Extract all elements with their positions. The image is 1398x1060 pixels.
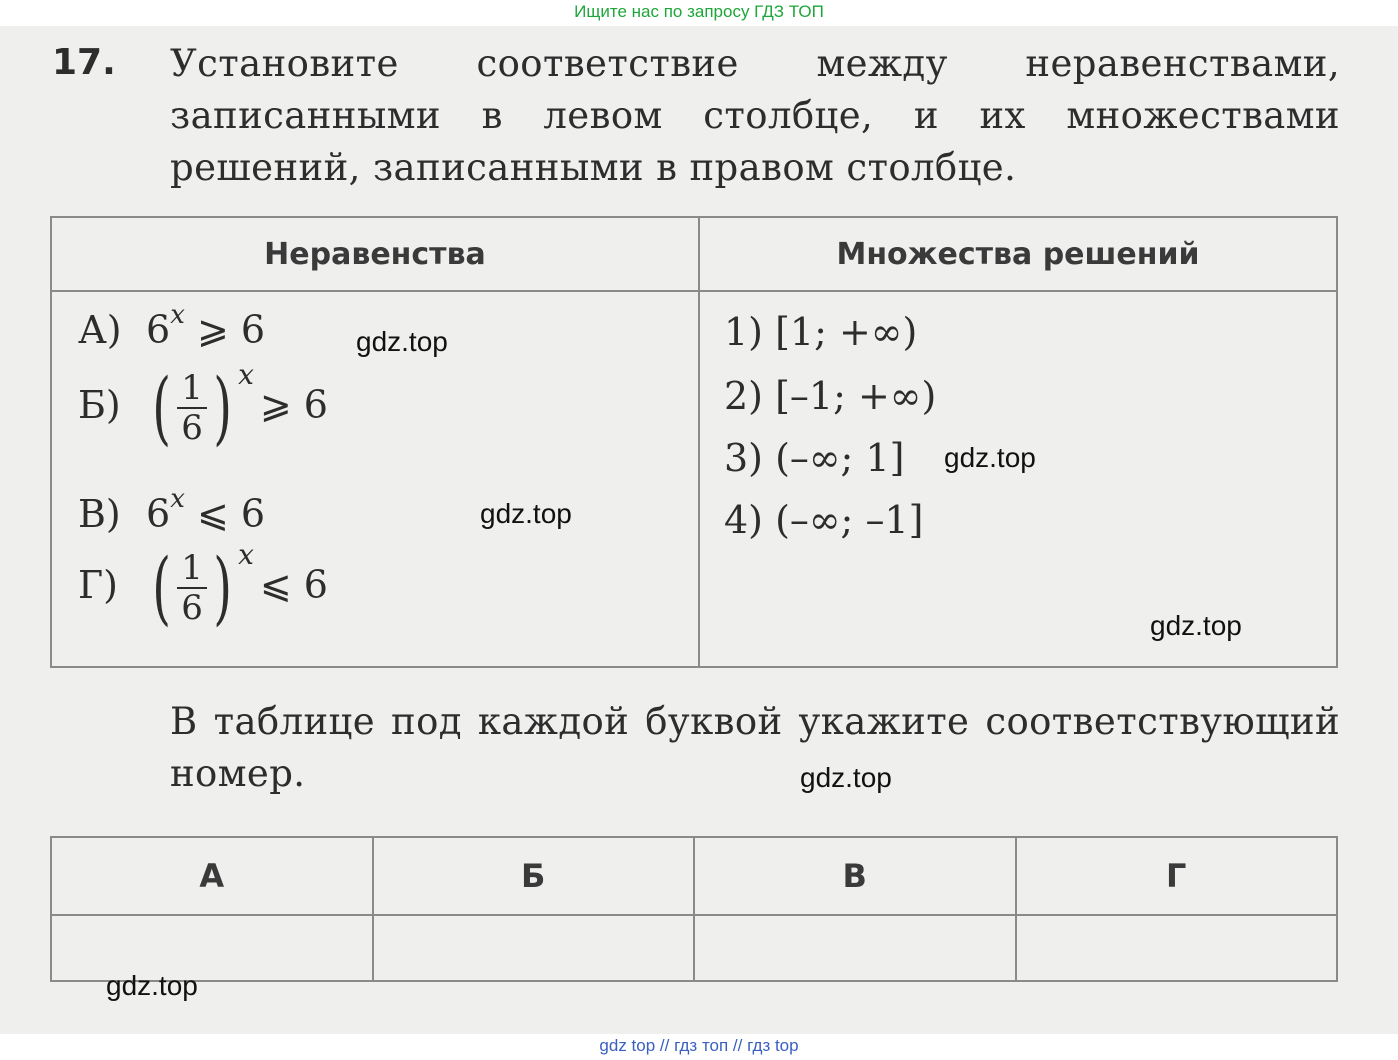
header-inequalities: Неравенства (51, 217, 699, 291)
instruction-text: В таблице под каждой буквой укажите соответствующий номер. (170, 700, 1340, 795)
task-text: Установите соответствие между неравенствами, записанными в левом столбце, и их множествами решений, записанными в правом столбце. (170, 42, 1340, 189)
inequality-g: Г) ( $\frac{1}{6}$ ) $^x$⩽ 6 (78, 537, 328, 634)
inequality-a: А) 6$^x$ ⩾ 6 (78, 300, 266, 352)
task-number: 17. (52, 42, 116, 83)
inequality-v: В) 6$^x$ ⩽ 6 (78, 484, 266, 536)
answer-header-a: А (51, 837, 373, 915)
matching-table (50, 216, 1338, 668)
textbook-page (0, 26, 1398, 1034)
top-banner[interactable]: Ищите нас по запросу ГДЗ ТОП (574, 2, 824, 21)
answer-header-b: Б (373, 837, 695, 915)
solution-4: 4) (–∞; –1] (724, 498, 924, 542)
watermark: gdz.top (356, 326, 448, 357)
solution-1: 1) [1; +∞) (724, 310, 918, 354)
watermark: gdz.top (944, 442, 1036, 473)
footer-links[interactable]: gdz top // гдз топ // гдз top (599, 1036, 799, 1055)
solution-2: 2) [–1; +∞) (724, 374, 937, 418)
answer-cell-g (1016, 915, 1338, 981)
answer-header-v: В (694, 837, 1016, 915)
watermark: gdz.top (800, 762, 892, 793)
header-solutions: Множества решений (699, 217, 1337, 291)
watermark: gdz.top (480, 498, 572, 529)
watermark: gdz.top (1150, 610, 1242, 641)
solution-3: 3) (–∞; 1] (724, 436, 905, 480)
inequality-b: Б) ( $\frac{1}{6}$ ) $^x$⩾ 6 (78, 357, 328, 454)
answer-cell-v (694, 915, 1016, 981)
answer-table (50, 836, 1338, 982)
answer-cell-a (51, 915, 373, 981)
watermark: gdz.top (106, 970, 198, 1001)
answer-header-g: Г (1016, 837, 1338, 915)
answer-cell-b (373, 915, 695, 981)
